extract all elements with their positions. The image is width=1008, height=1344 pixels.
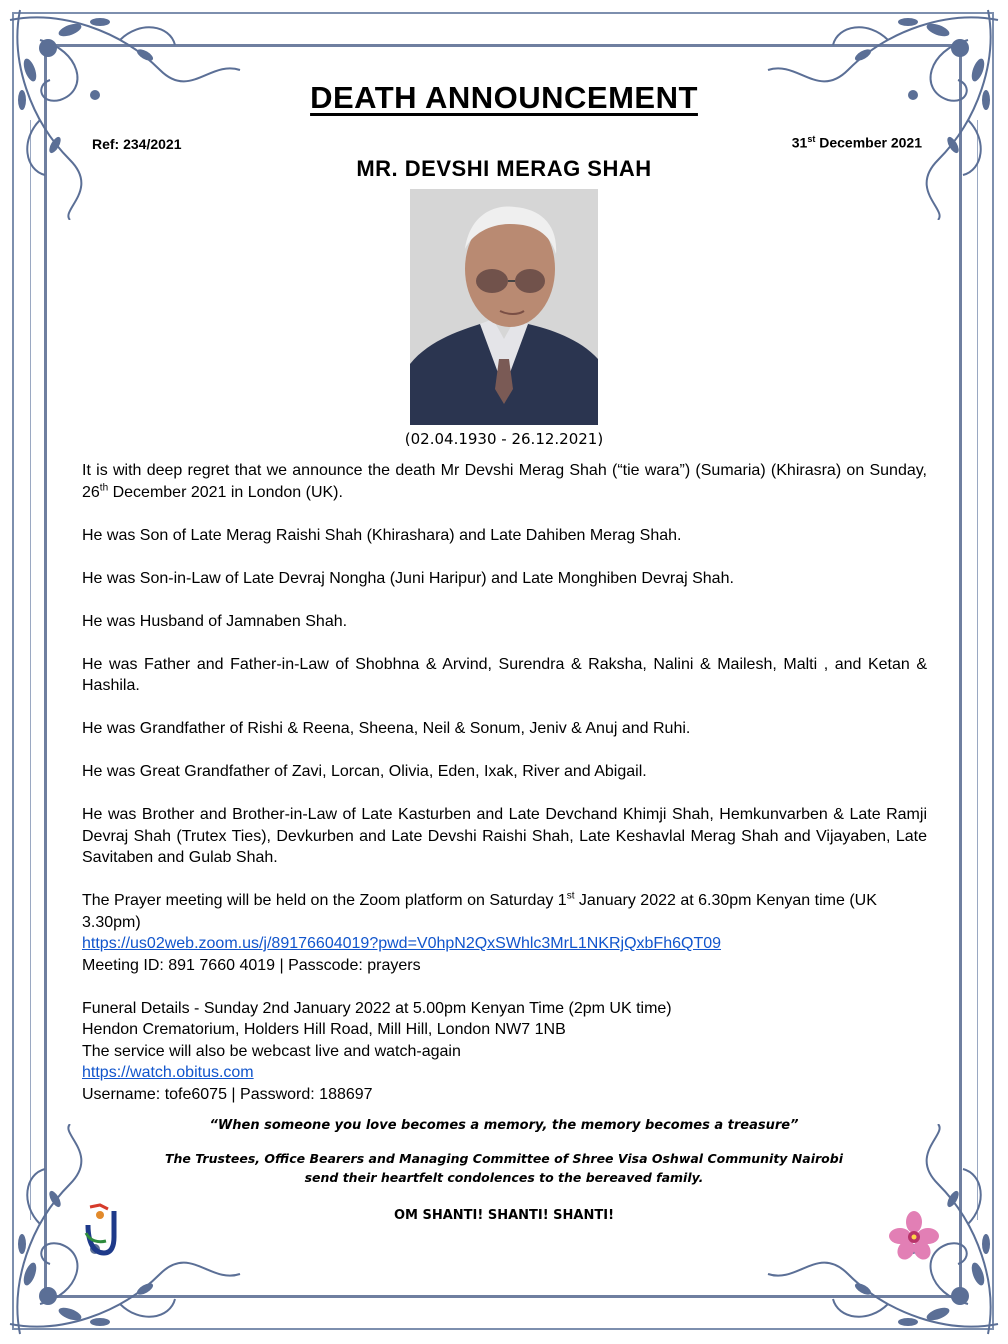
intro-paragraph: It is with deep regret that we announce the death Mr Devshi Merag Shah (“tie wara”) (Sumaria) (Khirasra) on Sunday, 26th December 2021 in London (UK). <box>82 462 927 501</box>
grandfather-paragraph: He was Grandfather of Rishi & Reena, Sheena, Neil & Sonum, Jeniv & Anuj and Ruhi. <box>82 720 691 737</box>
condolence-line-2: send their heartfelt condolences to the bereaved family. <box>304 1170 704 1185</box>
zoom-link[interactable]: https://us02web.zoom.us/j/89176604019?pwd=V0hpN2QxSWhlc3MrL1NKRjQxbFh6QT09 <box>82 935 722 952</box>
webcast-note: The service will also be webcast live and watch-again <box>82 1042 461 1060</box>
funeral-venue: Hendon Crematorium, Holders Hill Road, Mill Hill, London NW7 1NB <box>82 1021 566 1038</box>
portrait-photo <box>410 189 598 425</box>
deceased-name: MR. DEVSHI MERAG SHAH <box>356 156 652 181</box>
border-line-left <box>30 120 31 1220</box>
webcast-credentials: Username: tofe6075 | Password: 188697 <box>82 1085 373 1103</box>
brother-paragraph: He was Brother and Brother-in-Law of Late Kasturben and Late Devchand Khimji Shah, Hemkunvarben & Late Ramji Devraj Shah (Trutex Ties), Devkurben and Late Devshi Raishi Shah, Late Keshavlal Merag Shah and Vijayaben, Late Savitaben and Gulab Shah. <box>82 806 927 866</box>
funeral-details: Funeral Details - Sunday 2nd January 2022 at 5.00pm Kenyan Time (2pm UK time) <box>82 999 672 1017</box>
great-grandfather-paragraph: He was Great Grandfather of Zavi, Lorcan, Olivia, Eden, Ixak, River and Abigail. <box>82 763 647 780</box>
announcement-date: 31st December 2021 <box>791 134 922 151</box>
prayer-meeting-paragraph: The Prayer meeting will be held on the Zoom platform on Saturday 1st January 2022 at 6.30pm Kenyan time (UK 3.30pm) https://us02web.zoom.us/j/89176604019?pwd=V0hpN2QxSWhlc3MrL1NKRjQxbFh6QT09 Meeting ID: 891 7660 4019 | Passcode: prayers <box>82 890 877 974</box>
orchid-flower-icon <box>888 1210 940 1262</box>
son-in-law-paragraph: He was Son-in-Law of Late Devraj Nongha (Juni Haripur) and Late Monghiben Devraj Shah. <box>82 569 734 587</box>
announcement-body <box>82 460 927 1127</box>
condolence-line-1: The Trustees, Office Bearers and Managing Committee of Shree Visa Oshwal Community Nairobi <box>165 1151 843 1166</box>
webcast-link[interactable]: https://watch.obitus.com <box>82 1064 254 1081</box>
husband-paragraph: He was Husband of Jamnaben Shah. <box>82 612 348 630</box>
memorial-quote: “When someone you love becomes a memory, the memory becomes a treasure” <box>209 1118 799 1133</box>
reference-number: Ref: 234/2021 <box>92 136 182 152</box>
closing-line: OM SHANTI! SHANTI! SHANTI! <box>393 1208 615 1223</box>
border-line-right <box>977 120 978 1220</box>
oshwal-community-logo <box>80 1203 120 1259</box>
life-dates: (02.04.1930 - 26.12.2021) <box>404 430 604 448</box>
father-paragraph: He was Father and Father-in-Law of Shobhna & Arvind, Surendra & Raksha, Nalini & Mailesh, Malti , and Ketan & Hashila. <box>82 655 927 694</box>
meeting-id: Meeting ID: 891 7660 4019 | Passcode: prayers <box>82 956 421 974</box>
son-paragraph: He was Son of Late Merag Raishi Shah (Khirashara) and Late Dahiben Merag Shah. <box>82 526 682 544</box>
funeral-paragraph <box>82 998 927 1106</box>
page-title: DEATH ANNOUNCEMENT <box>310 80 698 115</box>
